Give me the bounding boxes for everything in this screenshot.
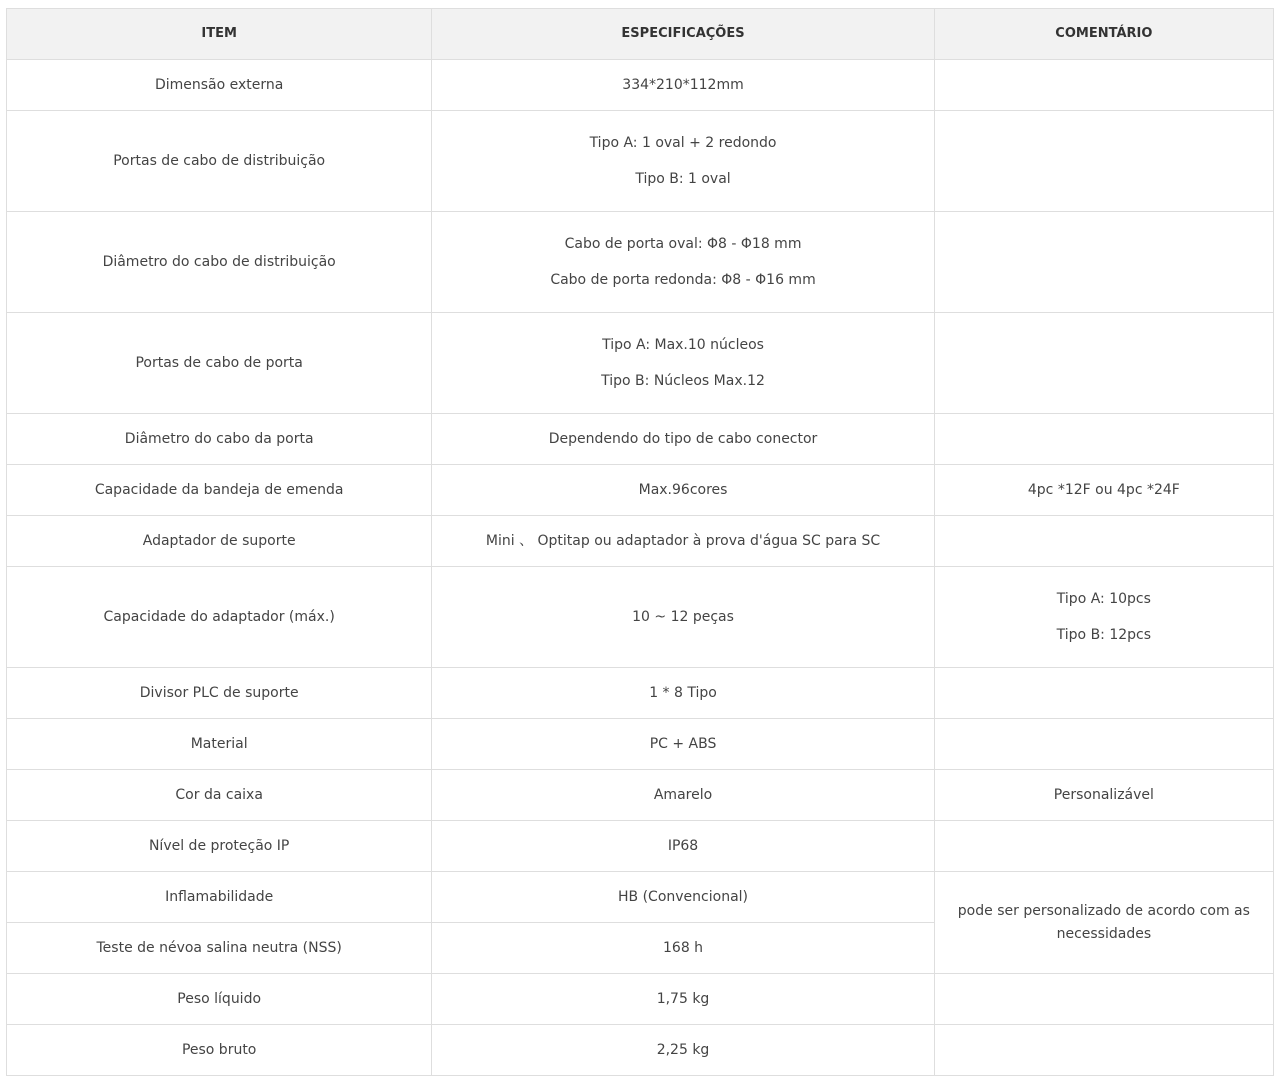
spec-cell: 10 ~ 12 peças bbox=[432, 567, 934, 668]
spec-cell: Amarelo bbox=[432, 770, 934, 821]
item-cell: Material bbox=[7, 719, 432, 770]
comment-cell bbox=[934, 111, 1273, 212]
table-row bbox=[7, 414, 1274, 465]
spec-cell: Cabo de porta oval: Φ8 - Φ18 mm Cabo de porta redonda: Φ8 - Φ16 mm bbox=[432, 212, 934, 313]
item-cell: Dimensão externa bbox=[7, 60, 432, 111]
item-cell: Adaptador de suporte bbox=[7, 516, 432, 567]
spec-cell: HB (Convencional) bbox=[432, 872, 934, 923]
table-row bbox=[7, 1025, 1274, 1076]
comment-cell: pode ser personalizado de acordo com as necessidades bbox=[934, 872, 1273, 974]
item-cell: Inflamabilidade bbox=[7, 872, 432, 923]
table-row bbox=[7, 821, 1274, 872]
comment-cell: 4pc *12F ou 4pc *24F bbox=[934, 465, 1273, 516]
table-row bbox=[7, 313, 1274, 414]
spec-cell: 334*210*112mm bbox=[432, 60, 934, 111]
spec-cell: 1,75 kg bbox=[432, 974, 934, 1025]
spec-table bbox=[6, 8, 1274, 1076]
comment-cell bbox=[934, 821, 1273, 872]
item-cell: Divisor PLC de suporte bbox=[7, 668, 432, 719]
table-row bbox=[7, 770, 1274, 821]
spec-cell: 168 h bbox=[432, 923, 934, 974]
table-row bbox=[7, 872, 1274, 923]
comment-cell bbox=[934, 414, 1273, 465]
table-row bbox=[7, 974, 1274, 1025]
spec-cell: Mini 、 Optitap ou adaptador à prova d'água SC para SC bbox=[432, 516, 934, 567]
item-cell: Nível de proteção IP bbox=[7, 821, 432, 872]
header-item: ITEM bbox=[7, 9, 432, 60]
comment-cell: Personalizável bbox=[934, 770, 1273, 821]
item-cell: Peso bruto bbox=[7, 1025, 432, 1076]
comment-cell bbox=[934, 516, 1273, 567]
spec-cell: IP68 bbox=[432, 821, 934, 872]
comment-cell bbox=[934, 719, 1273, 770]
table-header-row bbox=[7, 9, 1274, 60]
table-row bbox=[7, 212, 1274, 313]
item-cell: Diâmetro do cabo de distribuição bbox=[7, 212, 432, 313]
item-cell: Peso líquido bbox=[7, 974, 432, 1025]
table-row bbox=[7, 516, 1274, 567]
item-cell: Capacidade do adaptador (máx.) bbox=[7, 567, 432, 668]
comment-cell bbox=[934, 313, 1273, 414]
item-cell: Capacidade da bandeja de emenda bbox=[7, 465, 432, 516]
table-row bbox=[7, 60, 1274, 111]
comment-cell bbox=[934, 1025, 1273, 1076]
header-spec: ESPECIFICAÇÕES bbox=[432, 9, 934, 60]
spec-cell: 1 * 8 Tipo bbox=[432, 668, 934, 719]
comment-cell bbox=[934, 60, 1273, 111]
spec-cell: Tipo A: 1 oval + 2 redondo Tipo B: 1 oval bbox=[432, 111, 934, 212]
spec-cell: Tipo A: Max.10 núcleos Tipo B: Núcleos Max.12 bbox=[432, 313, 934, 414]
comment-cell bbox=[934, 974, 1273, 1025]
item-cell: Portas de cabo de distribuição bbox=[7, 111, 432, 212]
table-row bbox=[7, 719, 1274, 770]
table-row bbox=[7, 668, 1274, 719]
table-row bbox=[7, 567, 1274, 668]
spec-cell: PC + ABS bbox=[432, 719, 934, 770]
comment-cell: Tipo A: 10pcs Tipo B: 12pcs bbox=[934, 567, 1273, 668]
item-cell: Diâmetro do cabo da porta bbox=[7, 414, 432, 465]
item-cell: Teste de névoa salina neutra (NSS) bbox=[7, 923, 432, 974]
comment-cell bbox=[934, 668, 1273, 719]
spec-cell: 2,25 kg bbox=[432, 1025, 934, 1076]
comment-cell bbox=[934, 212, 1273, 313]
table-row bbox=[7, 465, 1274, 516]
spec-cell: Dependendo do tipo de cabo conector bbox=[432, 414, 934, 465]
header-comment: COMENTÁRIO bbox=[934, 9, 1273, 60]
spec-cell: Max.96cores bbox=[432, 465, 934, 516]
table-row bbox=[7, 111, 1274, 212]
item-cell: Portas de cabo de porta bbox=[7, 313, 432, 414]
item-cell: Cor da caixa bbox=[7, 770, 432, 821]
